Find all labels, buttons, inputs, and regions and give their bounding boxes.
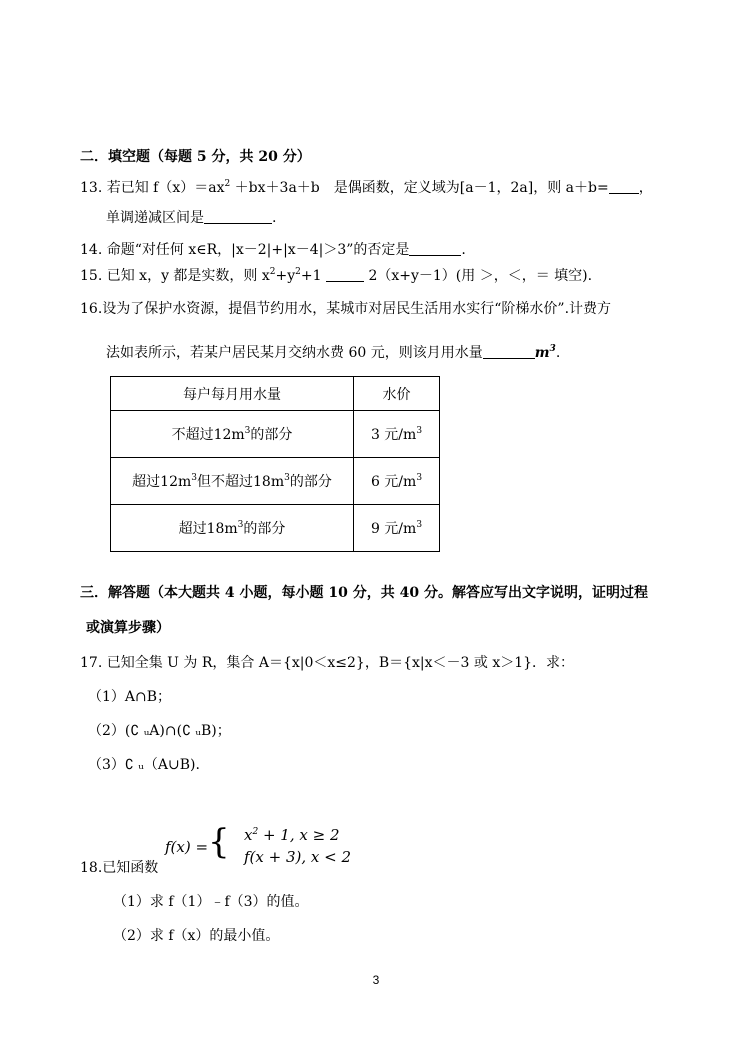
- question-17-part-2: （2）(∁ ᵤA)∩(∁ ᵤB)；: [88, 723, 231, 739]
- section-3-title-line1: 三．解答题（本大题共 4 小题，每小题 10 分，共 40 分。解答应写出文字说明，证明过程: [80, 585, 648, 601]
- question-16-line2: [106, 343, 560, 363]
- question-13-end: .: [272, 210, 277, 226]
- table-cell-price: 3 元$/m^3$: [354, 411, 440, 458]
- question-13-line2: [106, 208, 276, 228]
- table-header-price: 水价: [354, 377, 440, 411]
- table-header-usage: 每户每月用水量: [111, 377, 354, 411]
- question-14-number: 14.: [80, 242, 103, 258]
- table-header-row: [111, 377, 440, 411]
- question-15-text-a: 已知 x，y 都是实数，则 x: [106, 268, 270, 284]
- question-18-function-name: f(x) =: [165, 838, 209, 856]
- question-17-part-3: （3）∁ ᵤ（A∪B).: [88, 757, 200, 773]
- question-18-case-1: $x^2 + 1$, x ≥ 2: [244, 826, 340, 844]
- table-row: [111, 505, 440, 552]
- table-row: [111, 458, 440, 505]
- question-13-line2-text: 单调递减区间是: [106, 210, 204, 226]
- question-18-number: 18.: [80, 860, 103, 876]
- question-16-unit-exponent: 3: [549, 344, 556, 354]
- section-2-title: 二．填空题（每题 5 分，共 20 分）: [80, 149, 311, 165]
- table-cell-usage: 超过$12m^3$但不超过$18m^3$的部分: [111, 458, 354, 505]
- question-15-blank: [326, 267, 364, 282]
- page-number: 3: [372, 973, 380, 987]
- question-13-blank-2: [204, 209, 272, 224]
- question-14: [80, 240, 466, 260]
- question-17: [80, 653, 574, 673]
- question-16-blank: [483, 344, 535, 359]
- question-14-end: .: [461, 242, 466, 258]
- question-15-number: 15.: [80, 268, 103, 284]
- section-3-title-line2: 或演算步骤）: [86, 620, 170, 636]
- question-15-text-d: 2（x+y－1）(用 ＞，＜，＝ 填空).: [368, 268, 593, 284]
- question-16-number: 16.: [80, 301, 103, 317]
- piecewise-brace-icon: {: [208, 822, 230, 862]
- table-cell-price: 9 元$/m^3$: [354, 505, 440, 552]
- question-18-case-2: f(x + 3), x < 2: [244, 848, 352, 866]
- question-18: [80, 858, 158, 878]
- question-15-text-b: +y: [275, 268, 296, 284]
- table-cell-price: 6 元$/m^3$: [354, 458, 440, 505]
- water-price-table: [110, 376, 440, 552]
- question-18-lead: 已知函数: [102, 860, 159, 876]
- question-14-text: 命题“对任何 x∈R，|x－2|+|x－4|＞3”的否定是: [106, 242, 410, 258]
- question-16-text-2: 法如表所示，若某户居民某月交纳水费 60 元，则该月用水量: [106, 345, 483, 361]
- table-cell-usage: 不超过$12m^3$的部分: [111, 411, 354, 458]
- question-17-text: 已知全集 U 为 R，集合 A＝{x|0＜x≤2}，B＝{x|x＜－3 或 x＞1}．求：: [106, 655, 575, 671]
- question-13-blank-1: [609, 179, 639, 194]
- question-13-text-b: ＋bx＋3a＋b 是偶函数，定义域为[a－1，2a]，则 a＋b=: [230, 180, 609, 196]
- question-16-end: .: [555, 345, 561, 361]
- question-16-text-1: 设为了保护水资源，提倡节约用水，某城市对居民生活用水实行“阶梯水价”.计费方: [102, 301, 612, 317]
- question-13-text-a: 若已知 f（x）＝ax: [106, 180, 225, 196]
- table-row: [111, 411, 440, 458]
- question-13-line1: [80, 178, 653, 198]
- table-cell-usage: 超过$18m^3$的部分: [111, 505, 354, 552]
- question-13-text-c: ，: [638, 180, 653, 196]
- question-14-blank: [409, 241, 461, 256]
- question-18-part-2: （2）求 f（x）的最小值。: [113, 928, 280, 944]
- question-15-exponent-1: 2: [269, 267, 276, 277]
- question-15: [80, 266, 592, 286]
- question-18-part-1: （1）求 f（1）﹣f（3）的值。: [113, 894, 309, 910]
- question-17-number: 17.: [80, 655, 103, 671]
- question-16-unit: m: [534, 345, 550, 361]
- question-17-part-1: （1）A∩B；: [88, 689, 172, 705]
- question-13-exponent: 2: [224, 179, 231, 189]
- question-16-line1: [80, 299, 611, 319]
- question-15-text-c: +1: [300, 268, 322, 284]
- question-13-number: 13.: [80, 180, 103, 196]
- question-15-exponent-2: 2: [295, 267, 301, 277]
